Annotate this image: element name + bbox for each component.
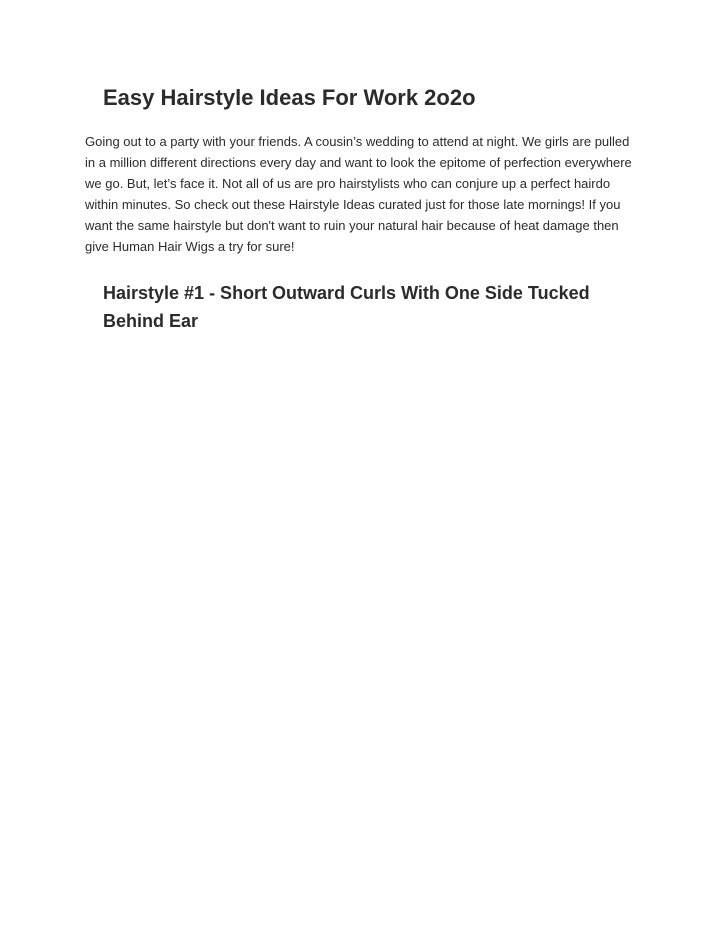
intro-line: Going out to a party with your friends. A cousin’s wedding to attend at night. We girls are pulled	[85, 134, 630, 149]
intro-paragraph	[85, 131, 645, 257]
page-title: Easy Hairstyle Ideas For Work 2o2o	[103, 85, 476, 110]
section-heading-line: Hairstyle #1 - Short Outward Curls With One Side Tucked	[103, 283, 590, 303]
intro-line: within minutes. So check out these Hairstyle Ideas curated just for those late mornings! If you	[85, 197, 621, 212]
section-heading-hairstyle-1	[103, 279, 663, 335]
intro-line: in a million different directions every day and want to look the epitome of perfection everywhere	[85, 155, 632, 170]
intro-line: give Human Hair Wigs a try for sure!	[85, 239, 295, 254]
intro-line: we go. But, let’s face it. Not all of us are pro hairstylists who can conjure up a perfect hairdo	[85, 176, 611, 191]
intro-line: want the same hairstyle but don't want to ruin your natural hair because of heat damage then	[85, 218, 619, 233]
section-heading-line: Behind Ear	[103, 311, 199, 331]
